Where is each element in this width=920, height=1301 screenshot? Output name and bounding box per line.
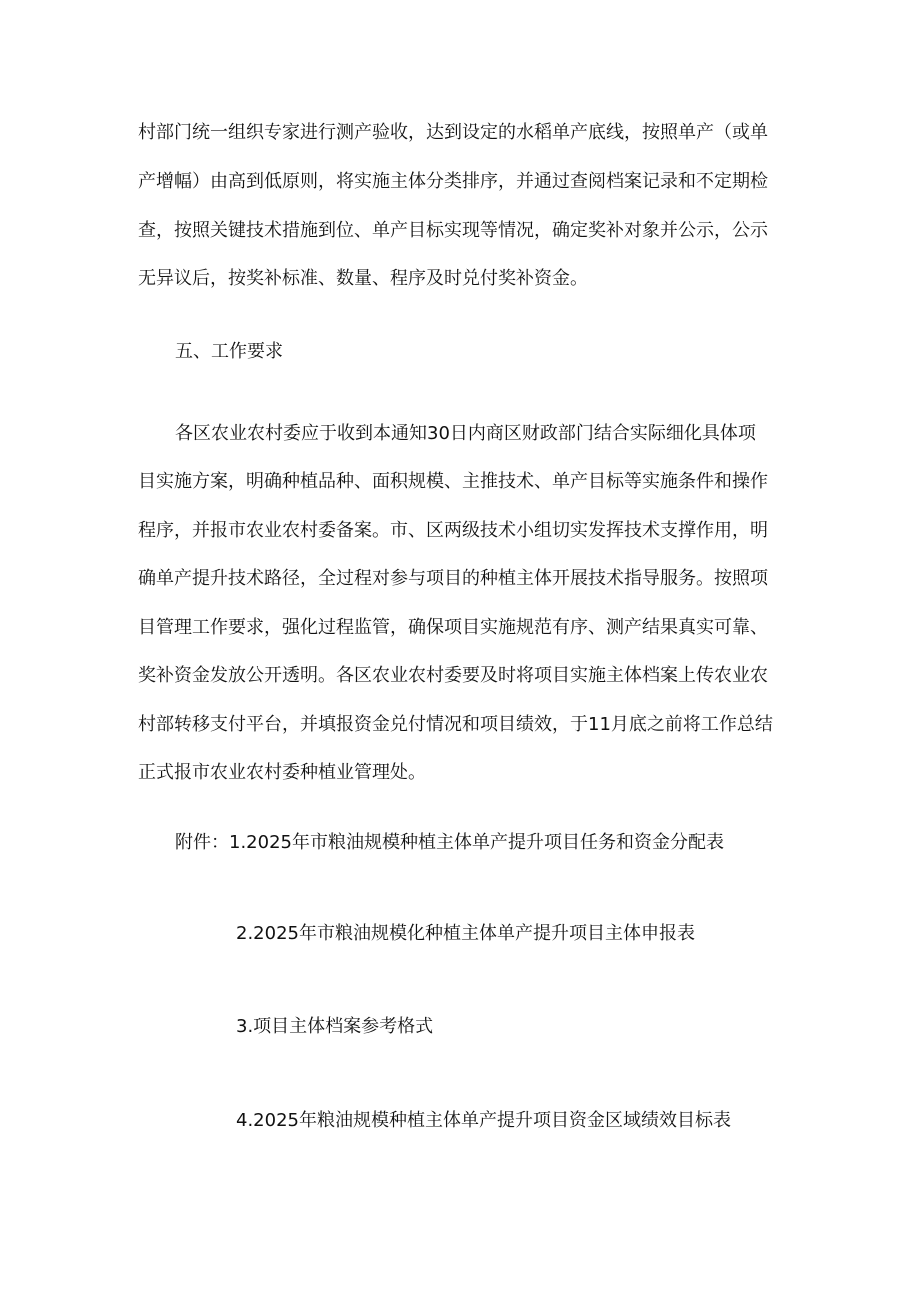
attachment-item: 附件：1.2025年市粮油规模种植主体单产提升项目任务和资金分配表	[175, 832, 724, 853]
paragraph-line: 奖补资金发放公开透明。各区农业农村委要及时将项目实施主体档案上传农业农	[138, 665, 768, 686]
attachment-item: 2.2025年市粮油规模化种植主体单产提升项目主体申报表	[236, 923, 695, 944]
paragraph-line: 村部门统一组织专家进行测产验收，达到设定的水稻单产底线，按照单产（或单	[138, 122, 768, 143]
paragraph-line: 各区农业农村委应于收到本通知30日内商区财政部门结合实际细化具体项	[175, 423, 756, 444]
paragraph-line: 程序，并报市农业农村委备案。市、区两级技术小组切实发挥技术支撑作用，明	[138, 520, 768, 541]
paragraph-line: 目管理工作要求，强化过程监管，确保项目实施规范有序、测产结果真实可靠、	[138, 617, 768, 638]
section-heading: 五、工作要求	[175, 341, 283, 362]
paragraph-line: 正式报市农业农村委种植业管理处。	[138, 762, 426, 783]
attachment-item: 3.项目主体档案参考格式	[236, 1016, 434, 1037]
paragraph-line: 查，按照关键技术措施到位、单产目标实现等情况，确定奖补对象并公示，公示	[138, 220, 768, 241]
paragraph-line: 确单产提升技术路径，全过程对参与项目的种植主体开展技术指导服务。按照项	[138, 568, 768, 589]
paragraph-line: 无异议后，按奖补标准、数量、程序及时兑付奖补资金。	[138, 268, 588, 289]
attachment-item: 4.2025年粮油规模种植主体单产提升项目资金区域绩效目标表	[236, 1110, 731, 1131]
paragraph-line: 目实施方案，明确种植品种、面积规模、主推技术、单产目标等实施条件和操作	[138, 471, 768, 492]
paragraph-line: 产增幅）由高到低原则，将实施主体分类排序，并通过查阅档案记录和不定期检	[138, 171, 768, 192]
paragraph-line: 村部转移支付平台，并填报资金兑付情况和项目绩效，于11月底之前将工作总结	[138, 714, 773, 735]
